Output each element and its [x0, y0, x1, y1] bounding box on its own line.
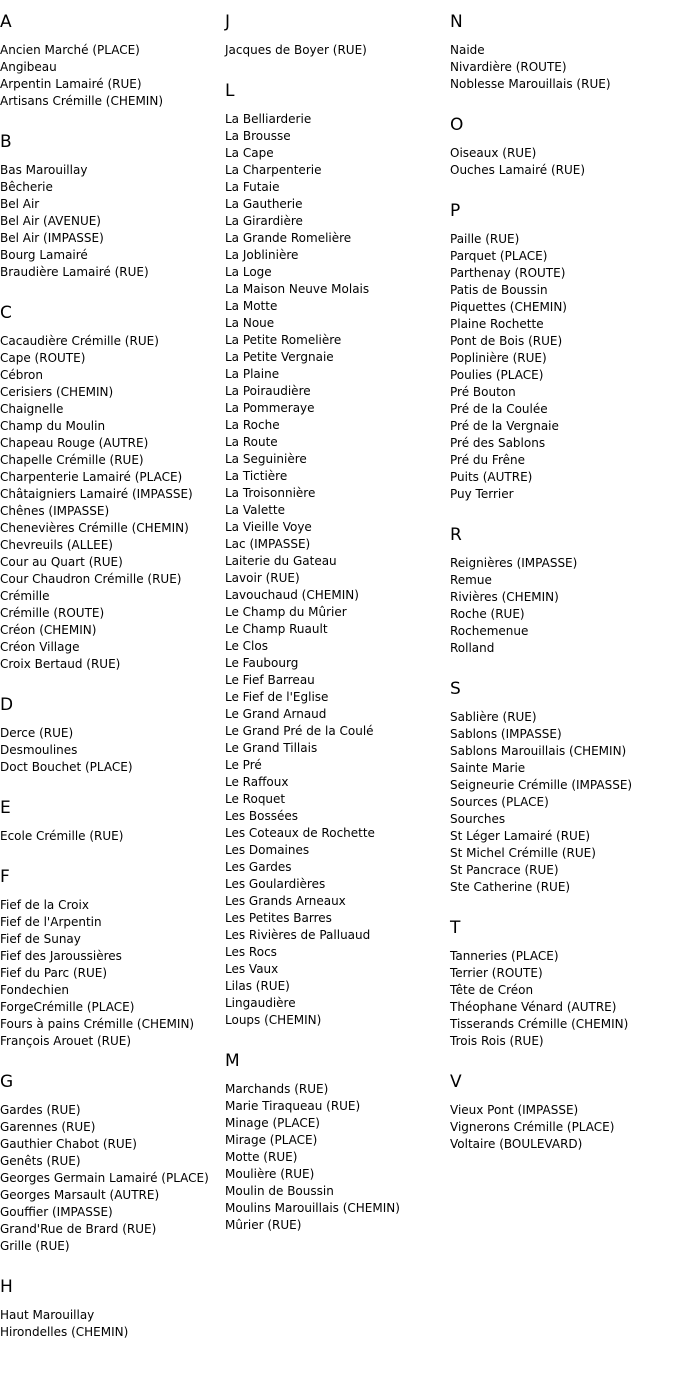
section-letter-heading: G: [0, 1072, 14, 1092]
section-letter-heading: H: [0, 1277, 13, 1297]
street-name: La Troisonnière: [225, 486, 316, 500]
street-name: Les Petites Barres: [225, 911, 332, 925]
section-letter-heading: V: [450, 1072, 462, 1092]
section-m: [225, 1051, 447, 1234]
street-name: Rivières (CHEMIN): [450, 590, 559, 604]
street-name: Les Domaines: [225, 843, 310, 857]
street-name: Plaine Rochette: [450, 317, 544, 331]
street-name: Créon Village: [0, 640, 80, 654]
section-b: [0, 132, 222, 281]
street-list: [225, 111, 447, 1029]
street-name: Voltaire (BOULEVARD): [450, 1137, 583, 1151]
street-name: La Belliarderie: [225, 112, 312, 126]
column-2: [225, 0, 447, 1234]
street-list: [450, 231, 672, 503]
street-name: Gauthier Chabot (RUE): [0, 1137, 137, 1151]
street-name: La Route: [225, 435, 278, 449]
street-name: Rochemenue: [450, 624, 529, 638]
street-list: [450, 145, 672, 179]
street-name: Moulins Marouillais (CHEMIN): [225, 1201, 400, 1215]
street-name: Les Gardes: [225, 860, 292, 874]
street-name: Fief des Jaroussières: [0, 949, 122, 963]
section-letter-heading: M: [225, 1051, 240, 1071]
street-name: Vignerons Crémille (PLACE): [450, 1120, 615, 1134]
street-name: Tisserands Crémille (CHEMIN): [450, 1017, 629, 1031]
street-name: Reignières (IMPASSE): [450, 556, 578, 570]
street-name: Motte (RUE): [225, 1150, 298, 1164]
street-name: Les Vaux: [225, 962, 279, 976]
street-name: Tanneries (PLACE): [450, 949, 559, 963]
street-name: Georges Marsault (AUTRE): [0, 1188, 160, 1202]
street-name: Champ du Moulin: [0, 419, 106, 433]
street-list: [225, 1081, 447, 1234]
street-name: Grand'Rue de Brard (RUE): [0, 1222, 157, 1236]
street-name: St Léger Lamairé (RUE): [450, 829, 591, 843]
street-name: Fief de Sunay: [0, 932, 81, 946]
street-name: Les Rivières de Palluaud: [225, 928, 371, 942]
street-name: La Cape: [225, 146, 274, 160]
section-letter-heading: R: [450, 525, 462, 545]
street-name: Desmoulines: [0, 743, 78, 757]
street-name: La Motte: [225, 299, 278, 313]
street-name: Rolland: [450, 641, 495, 655]
street-name: La Maison Neuve Molais: [225, 282, 370, 296]
street-name: Le Fief Barreau: [225, 673, 315, 687]
section-c: [0, 303, 222, 673]
street-list: [450, 709, 672, 896]
street-name: Vieux Pont (IMPASSE): [450, 1103, 579, 1117]
street-list: [450, 555, 672, 657]
street-name: Les Goulardières: [225, 877, 326, 891]
street-name: La Pommeraye: [225, 401, 315, 415]
street-name: Angibeau: [0, 60, 57, 74]
column-3: [450, 0, 672, 1153]
street-name: Patis de Boussin: [450, 283, 548, 297]
street-name: Seigneurie Crémille (IMPASSE): [450, 778, 633, 792]
section-letter-heading: O: [450, 115, 464, 135]
street-name: Mirage (PLACE): [225, 1133, 318, 1147]
street-name: Loups (CHEMIN): [225, 1013, 322, 1027]
street-name: Hirondelles (CHEMIN): [0, 1325, 129, 1339]
street-name: Doct Bouchet (PLACE): [0, 760, 133, 774]
street-name: La Charpenterie: [225, 163, 322, 177]
section-letter-heading: N: [450, 12, 463, 32]
street-name: Noblesse Marouillais (RUE): [450, 77, 611, 91]
street-name: Cerisiers (CHEMIN): [0, 385, 114, 399]
street-list: [450, 1102, 672, 1153]
street-name: Remue: [450, 573, 492, 587]
street-name: Gardes (RUE): [0, 1103, 81, 1117]
street-name: Georges Germain Lamairé (PLACE): [0, 1171, 209, 1185]
street-name: Artisans Crémille (CHEMIN): [0, 94, 163, 108]
street-name: Chênes (IMPASSE): [0, 504, 110, 518]
street-name: Ancien Marché (PLACE): [0, 43, 140, 57]
street-name: Les Rocs: [225, 945, 277, 959]
section-letter-heading: B: [0, 132, 12, 152]
section-r: [450, 525, 672, 657]
street-name: La Brousse: [225, 129, 291, 143]
street-name: Sablons Marouillais (CHEMIN): [450, 744, 627, 758]
street-name: Lavouchaud (CHEMIN): [225, 588, 359, 602]
street-name: Braudière Lamairé (RUE): [0, 265, 149, 279]
street-name: Lilas (RUE): [225, 979, 290, 993]
street-name: Bel Air (IMPASSE): [0, 231, 104, 245]
section-t: [450, 918, 672, 1050]
street-name: La Tictière: [225, 469, 288, 483]
street-name: La Valette: [225, 503, 285, 517]
street-name: Fondechien: [0, 983, 69, 997]
street-name: Terrier (ROUTE): [450, 966, 543, 980]
section-o: [450, 115, 672, 179]
street-name: Minage (PLACE): [225, 1116, 320, 1130]
street-name: St Michel Crémille (RUE): [450, 846, 596, 860]
street-list: [0, 828, 222, 845]
street-name: La Petite Romelière: [225, 333, 342, 347]
street-name: Sources (PLACE): [450, 795, 549, 809]
section-p: [450, 201, 672, 503]
street-name: Fief de l'Arpentin: [0, 915, 102, 929]
street-name: Les Grands Arneaux: [225, 894, 346, 908]
street-name: Sainte Marie: [450, 761, 526, 775]
street-name: Le Raffoux: [225, 775, 289, 789]
street-name: Nivardière (ROUTE): [450, 60, 567, 74]
street-name: Fief du Parc (RUE): [0, 966, 108, 980]
street-name: Ecole Crémille (RUE): [0, 829, 124, 843]
street-name: Châtaigniers Lamairé (IMPASSE): [0, 487, 193, 501]
street-name: Chevreuils (ALLEE): [0, 538, 113, 552]
street-name: Le Roquet: [225, 792, 286, 806]
street-list: [0, 1102, 222, 1255]
street-name: Le Grand Tillais: [225, 741, 318, 755]
street-list: [225, 42, 447, 59]
section-h: [0, 1277, 222, 1341]
section-letter-heading: A: [0, 12, 12, 32]
street-name: Genêts (RUE): [0, 1154, 81, 1168]
street-name: Poplinière (RUE): [450, 351, 547, 365]
street-name: Tête de Créon: [450, 983, 534, 997]
street-name: Jacques de Boyer (RUE): [225, 43, 367, 57]
street-name: Le Fief de l'Eglise: [225, 690, 329, 704]
street-list: [0, 333, 222, 673]
street-name: Oiseaux (RUE): [450, 146, 537, 160]
street-name: Cacaudière Crémille (RUE): [0, 334, 159, 348]
street-name: Pré de la Coulée: [450, 402, 548, 416]
street-name: ForgeCrémille (PLACE): [0, 1000, 135, 1014]
street-name: Marchands (RUE): [225, 1082, 329, 1096]
street-name: Fours à pains Crémille (CHEMIN): [0, 1017, 195, 1031]
street-name: Pré de la Vergnaie: [450, 419, 559, 433]
street-list: [0, 42, 222, 110]
street-name: La Girardière: [225, 214, 303, 228]
street-name: Croix Bertaud (RUE): [0, 657, 121, 671]
street-name: Grille (RUE): [0, 1239, 70, 1253]
street-name: Puy Terrier: [450, 487, 514, 501]
street-name: Le Pré: [225, 758, 262, 772]
street-name: Piquettes (CHEMIN): [450, 300, 567, 314]
street-list: [450, 948, 672, 1050]
street-name: Cour Chaudron Crémille (RUE): [0, 572, 182, 586]
street-list: [0, 162, 222, 281]
street-name: Garennes (RUE): [0, 1120, 96, 1134]
section-n: [450, 12, 672, 93]
street-name: Bourg Lamairé: [0, 248, 88, 262]
street-name: La Noue: [225, 316, 275, 330]
section-letter-heading: E: [0, 798, 11, 818]
street-name: Marie Tiraqueau (RUE): [225, 1099, 361, 1113]
street-name: Pré du Frêne: [450, 453, 525, 467]
street-name: Ouches Lamairé (RUE): [450, 163, 586, 177]
street-name: Bel Air (AVENUE): [0, 214, 101, 228]
street-name: Laiterie du Gateau: [225, 554, 337, 568]
section-a: [0, 12, 222, 110]
street-name: La Loge: [225, 265, 272, 279]
street-name: Ste Catherine (RUE): [450, 880, 571, 894]
street-name: Pont de Bois (RUE): [450, 334, 563, 348]
street-name: Bel Air: [0, 197, 40, 211]
street-name: Roche (RUE): [450, 607, 525, 621]
street-name: Chaignelle: [0, 402, 64, 416]
street-name: Cour au Quart (RUE): [0, 555, 123, 569]
section-letter-heading: J: [225, 12, 231, 32]
street-name: Arpentin Lamairé (RUE): [0, 77, 142, 91]
street-name: Le Faubourg: [225, 656, 299, 670]
street-list: [0, 897, 222, 1050]
street-name: La Petite Vergnaie: [225, 350, 334, 364]
street-name: Cape (ROUTE): [0, 351, 86, 365]
street-name: La Roche: [225, 418, 280, 432]
street-name: Sablière (RUE): [450, 710, 537, 724]
street-name: Puits (AUTRE): [450, 470, 533, 484]
street-name: Pré Bouton: [450, 385, 516, 399]
section-letter-heading: F: [0, 867, 10, 887]
street-name: Le Grand Pré de la Coulé: [225, 724, 374, 738]
street-name: La Poiraudière: [225, 384, 311, 398]
street-name: Lavoir (RUE): [225, 571, 300, 585]
street-name: Charpenterie Lamairé (PLACE): [0, 470, 183, 484]
street-name: Les Coteaux de Rochette: [225, 826, 375, 840]
street-name: Chapelle Crémille (RUE): [0, 453, 144, 467]
street-name: Crémille (ROUTE): [0, 606, 105, 620]
street-name: Lac (IMPASSE): [225, 537, 311, 551]
street-name: Chapeau Rouge (AUTRE): [0, 436, 149, 450]
street-name: La Seguinière: [225, 452, 307, 466]
street-name: La Grande Romelière: [225, 231, 352, 245]
street-name: Sablons (IMPASSE): [450, 727, 562, 741]
street-name: Fief de la Croix: [0, 898, 89, 912]
street-name: La Vieille Voye: [225, 520, 312, 534]
section-letter-heading: C: [0, 303, 12, 323]
street-name: François Arouet (RUE): [0, 1034, 132, 1048]
street-name: Parthenay (ROUTE): [450, 266, 566, 280]
section-e: [0, 798, 222, 845]
street-name: Théophane Vénard (AUTRE): [450, 1000, 617, 1014]
street-name: Les Bossées: [225, 809, 299, 823]
street-name: La Plaine: [225, 367, 280, 381]
street-name: Le Champ Ruault: [225, 622, 328, 636]
street-name: Mûrier (RUE): [225, 1218, 302, 1232]
street-name: Haut Marouillay: [0, 1308, 95, 1322]
street-name: Lingaudière: [225, 996, 296, 1010]
street-name: Sourches: [450, 812, 506, 826]
street-name: Le Clos: [225, 639, 268, 653]
street-name: Bas Marouillay: [0, 163, 88, 177]
street-name: Moulière (RUE): [225, 1167, 315, 1181]
street-name: Le Champ du Mûrier: [225, 605, 347, 619]
section-f: [0, 867, 222, 1050]
street-name: Trois Rois (RUE): [450, 1034, 544, 1048]
street-list: [450, 42, 672, 93]
street-name: Moulin de Boussin: [225, 1184, 334, 1198]
street-name: Poulies (PLACE): [450, 368, 544, 382]
section-s: [450, 679, 672, 896]
street-name: Pré des Sablons: [450, 436, 546, 450]
section-v: [450, 1072, 672, 1153]
street-name: Chenevières Crémille (CHEMIN): [0, 521, 189, 535]
street-list: [0, 1307, 222, 1341]
street-name: Le Grand Arnaud: [225, 707, 327, 721]
section-j: [225, 12, 447, 59]
street-list: [0, 725, 222, 776]
street-name: Naide: [450, 43, 485, 57]
column-1: [0, 0, 222, 1341]
street-name: Bêcherie: [0, 180, 53, 194]
section-letter-heading: T: [450, 918, 461, 938]
section-l: [225, 81, 447, 1029]
section-letter-heading: L: [225, 81, 235, 101]
street-name: Parquet (PLACE): [450, 249, 548, 263]
section-letter-heading: D: [0, 695, 14, 715]
street-name: La Futaie: [225, 180, 280, 194]
street-name: St Pancrace (RUE): [450, 863, 559, 877]
section-letter-heading: S: [450, 679, 461, 699]
section-d: [0, 695, 222, 776]
street-name: Créon (CHEMIN): [0, 623, 97, 637]
street-name: Cébron: [0, 368, 43, 382]
street-name: La Gautherie: [225, 197, 303, 211]
section-letter-heading: P: [450, 201, 461, 221]
street-name: Derce (RUE): [0, 726, 74, 740]
street-name: Paille (RUE): [450, 232, 520, 246]
street-name: Crémille: [0, 589, 50, 603]
section-g: [0, 1072, 222, 1255]
street-name: Gouffier (IMPASSE): [0, 1205, 113, 1219]
street-name: La Joblinière: [225, 248, 299, 262]
